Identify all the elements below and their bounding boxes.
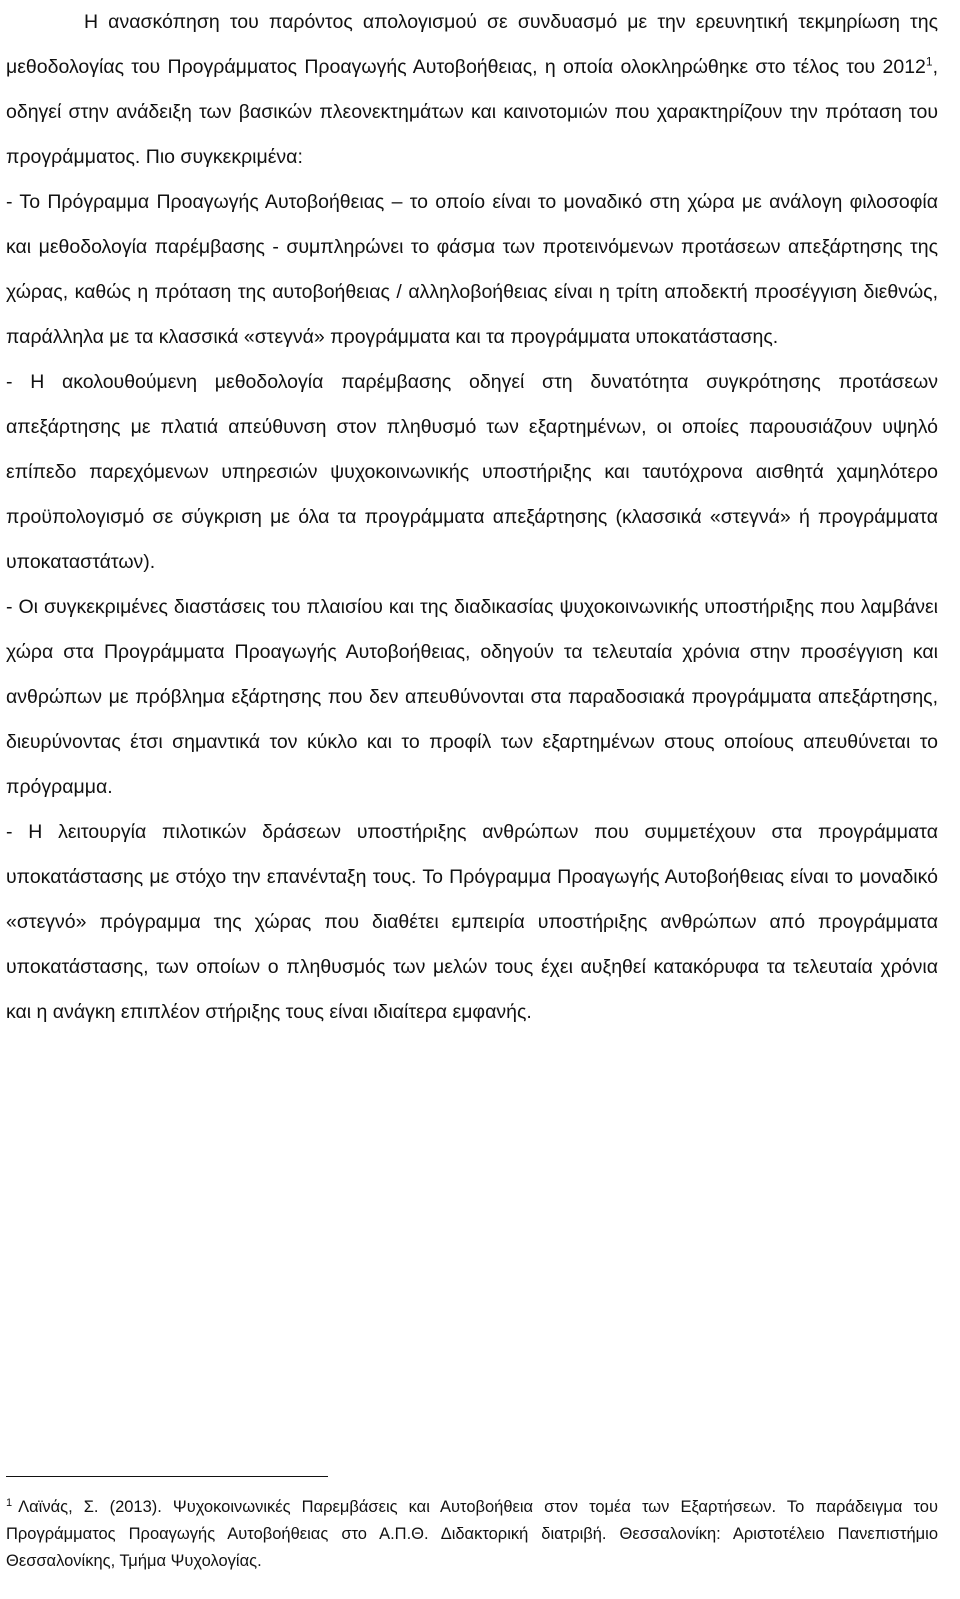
intro-paragraph [6,0,938,180]
bullet-paragraph-1: - Το Πρόγραμμα Προαγωγής Αυτοβοήθειας – το οποίο είναι το μοναδικό στη χώρα με ανάλογη φιλοσοφία και μεθοδολογία παρέμβασης - συμπληρώνει το φάσμα των προτεινόμενων προτάσεων απεξάρτησης της χώρας, καθώς η πρόταση της αυτοβοήθειας / αλληλοβοήθειας είναι η τρίτη αποδεκτή προσέγγιση διεθνώς, παράλληλα με τα κλασσικά «στεγνά» προγράμματα και τα προγράμματα υποκατάστασης. [6,191,938,348]
footnote-text: Λαϊνάς, Σ. (2013). Ψυχοκοινωνικές Παρεμβάσεις και Αυτοβοήθεια στον τομέα των Εξαρτήσεων. Το παράδειγμα του Προγράμματος Προαγωγής Αυτοβοήθειας στο Α.Π.Θ. Διδακτορική διατριβή. Θεσσαλονίκη: Αριστοτέλειο Πανεπιστήμιο Θεσσαλονίκης, Τμήμα Ψυχολογίας. [6,1498,938,1570]
footnote-paragraph [6,1494,938,1575]
footnote-separator [6,1476,328,1477]
bullet-paragraph-3: - Οι συγκεκριμένες διαστάσεις του πλαισίου και της διαδικασίας ψυχοκοινωνικής υποστήριξης που λαμβάνει χώρα στα Προγράμματα Προαγωγής Αυτοβοήθειας, οδηγούν τα τελευταία χρόνια στην προσέγγιση και ανθρώπων με πρόβλημα εξάρτησης που δεν απευθύνονται στα παραδοσιακά προγράμματα απεξάρτησης, διευρύνοντας έτσι σημαντικά τον κύκλο και το προφίλ των εξαρτημένων στους οποίους απευθύνεται το πρόγραμμα. [6,596,938,798]
footnote [6,1494,938,1575]
intro-text-part1: Η ανασκόπηση του παρόντος απολογισμού σε συνδυασμό με την ερευνητική τεκμηρίωση της μεθοδολογίας του Προγράμματος Προαγωγής Αυτοβοήθειας, η οποία ολοκληρώθηκε στο τέλος του 2012 [6,11,938,78]
document-body [6,0,938,1035]
bullet-paragraph-2: - Η ακολουθούμενη μεθοδολογία παρέμβασης οδηγεί στη δυνατότητα συγκρότησης προτάσεων απεξάρτησης με πλατιά απεύθυνση στον πληθυσμό των εξαρτημένων, οι οποίες παρουσιάζουν υψηλό επίπεδο παρεχόμενων υπηρεσιών ψυχοκοινωνικής υποστήριξης και ταυτόχρονα αισθητά χαμηλότερο προϋπολογισμό σε σύγκριση με όλα τα προγράμματα απεξάρτησης (κλασσικά «στεγνά» ή προγράμματα υποκαταστάτων). [6,371,938,573]
footnote-reference: 1 [925,54,933,69]
bullet-paragraph-4: - Η λειτουργία πιλοτικών δράσεων υποστήριξης ανθρώπων που συμμετέχουν στα προγράμματα υποκατάστασης με στόχο την επανένταξη τους. Το Πρόγραμμα Προαγωγής Αυτοβοήθειας είναι το μοναδικό «στεγνό» πρόγραμμα της χώρας που διαθέτει εμπειρία υποστήριξης ανθρώπων από προγράμματα υποκατάστασης, των οποίων ο πληθυσμός των μελών τους έχει αυξηθεί κατακόρυφα τα τελευταία χρόνια και η ανάγκη επιπλέον στήριξης τους είναι ιδιαίτερα εμφανής. [6,821,938,1023]
intro-text-part2: , οδηγεί στην ανάδειξη των βασικών πλεονεκτημάτων και καινοτομιών που χαρακτηρίζουν την πρόταση του προγράμματος. Πιο συγκεκριμένα: [6,56,938,168]
footnote-marker: 1 [6,1496,13,1509]
